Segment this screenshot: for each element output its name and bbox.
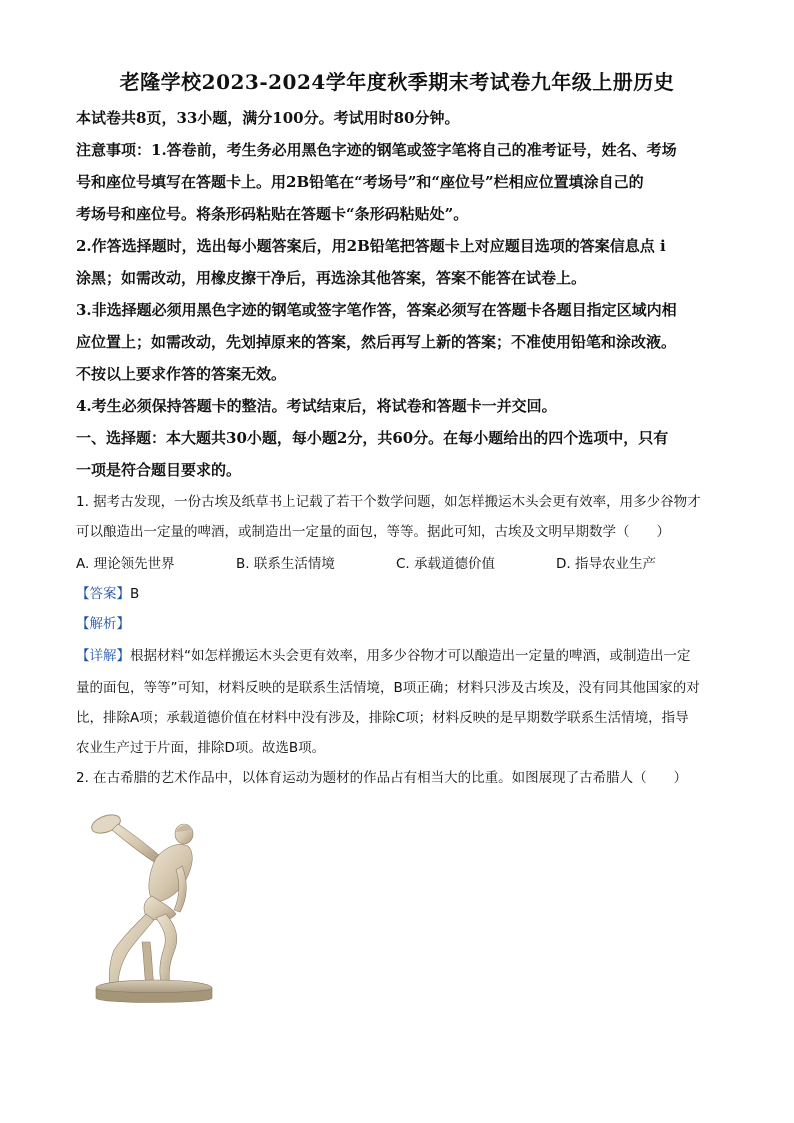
q1-stem-line-2: 可以酿造出一定量的啤酒，或制造出一定量的面包，等等。据此可知，古埃及文明早期数学（ ） bbox=[76, 524, 670, 540]
notes-line-8: 不按以上要求作答的答案无效。 bbox=[76, 365, 287, 383]
notes-line-4: 2.作答选择题时，选出每小题答案后，用2B铅笔把答题卡上对应题目选项的答案信息点 i bbox=[76, 237, 666, 255]
notes-line-1: 注意事项：1.答卷前，考生务必用黑色字迹的钢笔或签字笔将自己的准考证号，姓名、考场 bbox=[76, 141, 677, 159]
answer-value: B bbox=[130, 586, 140, 602]
q1-options bbox=[76, 554, 726, 574]
detail-text-1: 根据材料“如怎样搬运木头会更有效率，用多少谷物才可以酿造出一定量的啤酒，或制造出一定 bbox=[130, 648, 691, 664]
notes-line-2: 号和座位号填写在答题卡上。用2B铅笔在“考场号”和“座位号”栏相应位置填涂自己的 bbox=[76, 173, 644, 191]
q1-option-d: D. 指导农业生产 bbox=[556, 556, 656, 572]
q1-option-c: C. 承载道德价值 bbox=[396, 556, 496, 572]
discobolus-statue-image bbox=[84, 810, 224, 1010]
q1-analysis bbox=[76, 614, 726, 634]
exam-intro: 本试卷共8页，33小题，满分100分。考试用时80分钟。 bbox=[76, 109, 460, 127]
notes-line-3: 考场号和座位号。将条形码粘贴在答题卡“条形码粘贴处”。 bbox=[76, 205, 469, 223]
notes-line-7: 应位置上；如需改动，先划掉原来的答案，然后再写上新的答案；不准使用铅笔和涂改液。 bbox=[76, 333, 677, 351]
notes-line-5: 涂黑；如需改动，用橡皮擦干净后，再选涂其他答案，答案不能答在试卷上。 bbox=[76, 269, 587, 287]
q1-detail-line-1 bbox=[76, 646, 726, 666]
q1-detail-line-4: 农业生产过于片面，排除D项。故选B项。 bbox=[76, 740, 326, 756]
answer-tag: 【答案】 bbox=[76, 586, 130, 602]
q2-stem: 2. 在古希腊的艺术作品中，以体育运动为题材的作品占有相当大的比重。如图展现了古希腊人（ ） bbox=[76, 770, 688, 786]
q1-detail-line-2: 量的面包，等等”可知，材料反映的是联系生活情境，B项正确；材料只涉及古埃及，没有同其他国家的对 bbox=[76, 680, 700, 696]
page-title: 老隆学校2023-2024学年度秋季期末考试卷九年级上册历史 bbox=[119, 70, 675, 94]
q1-option-b: B. 联系生活情境 bbox=[236, 556, 335, 572]
notes-line-6: 3.非选择题必须用黑色字迹的钢笔或签字笔作答，答案必须写在答题卡各题目指定区域内相 bbox=[76, 301, 677, 319]
q1-answer bbox=[76, 584, 726, 604]
notes-line-9: 4.考生必须保持答题卡的整洁。考试结束后，将试卷和答题卡一并交回。 bbox=[76, 397, 557, 415]
section-heading-line-2: 一项是符合题目要求的。 bbox=[76, 461, 242, 479]
section-heading-line-1: 一、选择题：本大题共30小题，每小题2分，共60分。在每小题给出的四个选项中，只有 bbox=[76, 429, 669, 447]
q1-option-a: A. 理论领先世界 bbox=[76, 556, 175, 572]
q1-stem-line-1: 1. 据考古发现，一份古埃及纸草书上记载了若干个数学问题，如怎样搬运木头会更有效率，用多少谷物才 bbox=[76, 494, 701, 510]
q1-detail-line-3: 比，排除A项；承载道德价值在材料中没有涉及，排除C项；材料反映的是早期数学联系生活情境，指导 bbox=[76, 710, 689, 726]
detail-tag: 【详解】 bbox=[76, 648, 130, 664]
analysis-tag: 【解析】 bbox=[76, 616, 130, 632]
